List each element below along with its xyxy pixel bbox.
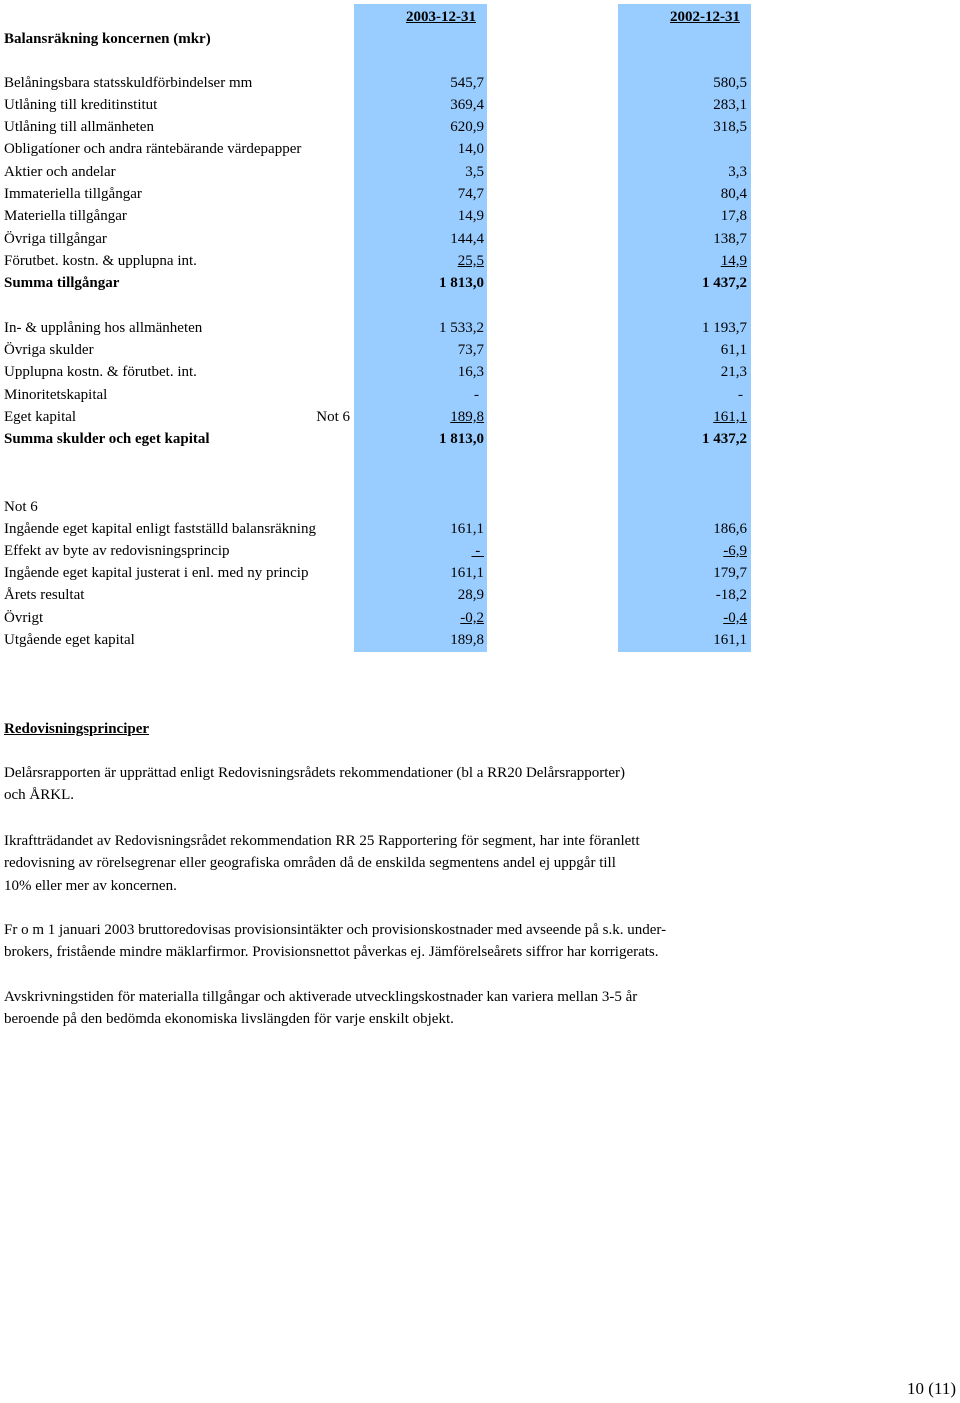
value-2003: 161,1 xyxy=(450,565,484,581)
row-label: Belåningsbara statsskuldförbindelser mm xyxy=(4,75,253,91)
table-row xyxy=(0,250,760,272)
row-label: Årets resultat xyxy=(4,587,85,603)
paragraph-line: brokers, fristående mindre mäklarfirmor. Provisionsnettot påverkas ej. Jämförelseårets siffror har korrigerats. xyxy=(4,944,659,961)
value-2003: 189,8 xyxy=(450,409,484,425)
total-row-assets xyxy=(0,272,760,294)
value-2002: 138,7 xyxy=(713,231,747,247)
value-2002: 1 437,2 xyxy=(702,431,747,447)
row-label: Eget kapital xyxy=(4,409,77,425)
paragraph xyxy=(4,830,744,897)
value-2002: 80,4 xyxy=(720,186,747,202)
value-2002: 21,3 xyxy=(720,364,747,380)
value-2002: 179,7 xyxy=(713,565,747,581)
value-2002: 318,5 xyxy=(713,119,747,135)
row-label: Obligatíoner och andra räntebärande värdepapper xyxy=(4,141,302,157)
row-label: Summa tillgångar xyxy=(4,275,120,291)
table-row xyxy=(0,317,760,339)
table-row xyxy=(0,138,760,160)
table-row xyxy=(0,72,760,94)
row-label: Utlåning till allmänheten xyxy=(4,119,154,135)
value-2003: 25,5 xyxy=(457,253,484,269)
table-row xyxy=(0,406,760,428)
paragraph-line: Delårsrapporten är upprättad enligt Redovisningsrådets rekommendationer (bl a RR20 Delårsrapporter) xyxy=(4,765,626,781)
table-row xyxy=(0,161,760,183)
page-title: Balansräkning koncernen (mkr) xyxy=(4,31,211,47)
value-2003: 1 813,0 xyxy=(439,431,484,447)
column-header-2003: 2003-12-31 xyxy=(406,9,476,25)
value-2003: -0,2 xyxy=(460,610,484,626)
value-2002: -18,2 xyxy=(715,587,747,603)
table-row xyxy=(0,562,760,584)
value-2003: 369,4 xyxy=(450,97,484,113)
value-2002: 161,1 xyxy=(713,632,747,648)
value-2003: 161,1 xyxy=(450,521,484,537)
value-2002: - xyxy=(738,387,743,403)
paragraph xyxy=(4,762,744,807)
row-label: Not 6 xyxy=(4,499,38,515)
column-header-2002: 2002-12-31 xyxy=(670,9,740,25)
value-2003: 189,8 xyxy=(450,632,484,648)
value-2002: -0,4 xyxy=(723,610,747,626)
row-label: Övriga skulder xyxy=(4,342,94,358)
table-row xyxy=(0,183,760,205)
table-row xyxy=(0,228,760,250)
value-2003: 1 813,0 xyxy=(439,275,484,291)
paragraph xyxy=(4,919,744,964)
paragraph xyxy=(4,986,744,1031)
table-row xyxy=(0,384,760,406)
value-2003: 144,4 xyxy=(450,231,484,247)
row-label: Upplupna kostn. & förutbet. int. xyxy=(4,364,197,380)
note-heading xyxy=(0,496,760,518)
value-2003: 16,3 xyxy=(457,364,484,380)
row-label: Ingående eget kapital justerat i enl. med ny princip xyxy=(4,565,309,581)
paragraph-line: redovisning av rörelsegrenar eller geografiska områden då de enskilda segmentens andel ej uppgår till xyxy=(4,855,616,872)
table-row xyxy=(0,116,760,138)
paragraph-line: 10% eller mer av koncernen. xyxy=(4,877,177,894)
value-2002: -6,9 xyxy=(723,543,747,559)
total-row-liabilities xyxy=(0,428,760,450)
table-row xyxy=(0,361,760,383)
value-2003: 14,0 xyxy=(457,141,484,157)
value-2003: 74,7 xyxy=(457,186,484,202)
table-row xyxy=(0,518,760,540)
table-row xyxy=(0,339,760,361)
row-label: Summa skulder och eget kapital xyxy=(4,431,210,447)
paragraph-line: Fr o m 1 januari 2003 bruttoredovisas provisionsintäkter och provisionskostnader med avseende på s.k. under- xyxy=(4,922,667,938)
table-row xyxy=(0,607,760,629)
paragraph-line: Ikraftträdandet av Redovisningsrådet rekommendation RR 25 Rapportering för segment, har inte föranlett xyxy=(4,833,640,849)
section-heading: Redovisningsprinciper xyxy=(4,721,150,737)
value-2002: 17,8 xyxy=(720,208,747,224)
row-label: Utlåning till kreditinstitut xyxy=(4,97,158,113)
paragraph-line: Avskrivningstiden för materialla tillgångar och aktiverade utvecklingskostnader kan variera mellan 3-5 år xyxy=(4,989,638,1005)
value-2002: 61,1 xyxy=(720,342,747,358)
value-2003: 1 533,2 xyxy=(439,320,484,336)
value-2002: 161,1 xyxy=(713,409,747,425)
value-2002: 1 437,2 xyxy=(702,275,747,291)
paragraph-line: beroende på den bedömda ekonomiska livslängden för varje enskilt objekt. xyxy=(4,1011,454,1028)
row-label: Övriga tillgångar xyxy=(4,231,107,247)
value-2002: 283,1 xyxy=(713,97,747,113)
note-reference: Not 6 xyxy=(316,409,350,425)
row-label: Övrigt xyxy=(4,610,44,626)
row-label: Utgående eget kapital xyxy=(4,632,135,648)
row-label: Minoritetskapital xyxy=(4,387,108,403)
table-row xyxy=(0,584,760,606)
row-label: Aktier och andelar xyxy=(4,164,116,180)
value-2003: - xyxy=(471,543,484,559)
row-label: Materiella tillgångar xyxy=(4,208,127,224)
paragraph-line: och ÅRKL. xyxy=(4,787,74,804)
value-2002: 186,6 xyxy=(713,521,747,537)
value-2003: 73,7 xyxy=(457,342,484,358)
row-label: Ingående eget kapital enligt fastställd balansräkning xyxy=(4,521,316,537)
row-label: Förutbet. kostn. & upplupna int. xyxy=(4,253,197,269)
value-2003: 620,9 xyxy=(450,119,484,135)
value-2003: 545,7 xyxy=(450,75,484,91)
row-label: Immateriella tillgångar xyxy=(4,186,142,202)
value-2002: 3,3 xyxy=(728,164,747,180)
row-label: Effekt av byte av redovisningsprincip xyxy=(4,543,230,559)
value-2003: 3,5 xyxy=(465,164,484,180)
value-2002: 1 193,7 xyxy=(702,320,747,336)
value-2003: 14,9 xyxy=(457,208,484,224)
value-2002: 14,9 xyxy=(720,253,747,269)
row-label: In- & upplåning hos allmänheten xyxy=(4,320,203,336)
value-2003: 28,9 xyxy=(457,587,484,603)
table-row xyxy=(0,205,760,227)
value-2003: - xyxy=(474,387,479,403)
table-row xyxy=(0,629,760,651)
table-row xyxy=(0,540,760,562)
value-2002: 580,5 xyxy=(713,75,747,91)
page-number: 10 (11) xyxy=(907,1379,956,1398)
table-row xyxy=(0,94,760,116)
